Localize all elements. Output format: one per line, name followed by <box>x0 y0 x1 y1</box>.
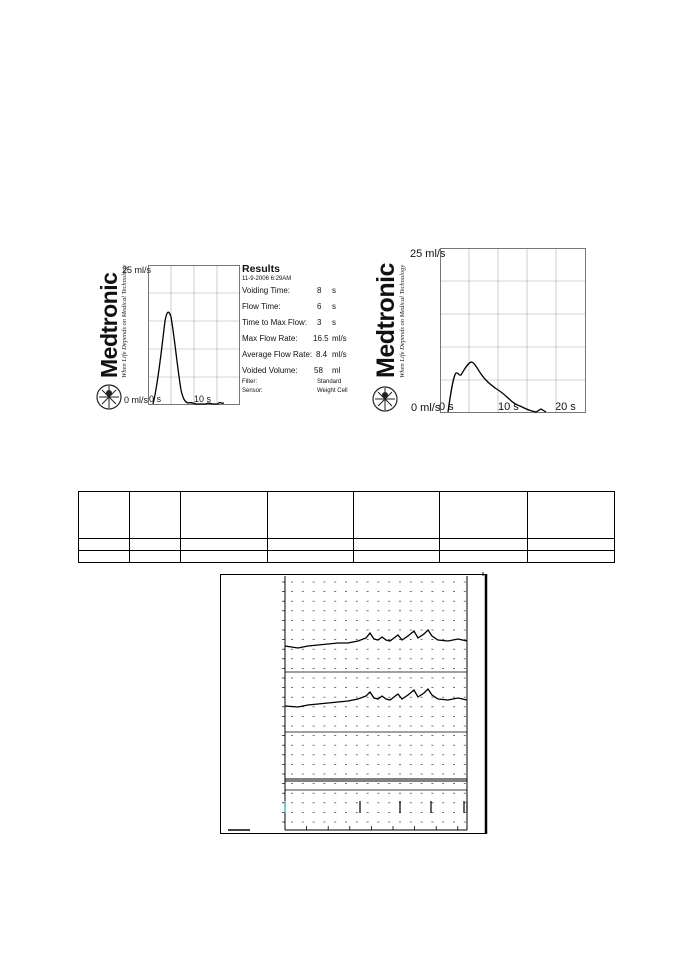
table-header-cell <box>79 492 130 539</box>
medtronic-logo-left <box>96 265 128 378</box>
sensor-label: Sensor: <box>242 388 263 394</box>
table-cell <box>79 551 130 563</box>
y-max-label: 25 ml/s <box>122 265 152 275</box>
brand-tagline: When Life Depends on Medical Technology <box>399 264 406 378</box>
results-datetime: 11-9-2006 6:29AM <box>242 275 292 282</box>
table-cell <box>79 539 130 551</box>
x-label-0: 0 s <box>149 394 162 404</box>
result-value: 3 <box>317 318 322 327</box>
table-cell <box>353 551 439 563</box>
brand-name: Medtronic <box>96 272 122 378</box>
table-cell <box>267 539 353 551</box>
table-cell <box>267 551 353 563</box>
table-row <box>79 551 615 563</box>
result-label: Voiding Time: <box>242 286 291 295</box>
result-label: Average Flow Rate: <box>242 350 313 359</box>
x-label-0: 0 s <box>439 401 454 413</box>
x-label-20: 20 s <box>555 401 576 413</box>
event-markers <box>360 801 467 813</box>
result-unit: ml <box>332 366 341 375</box>
result-label: Voided Volume: <box>242 366 298 375</box>
table-cell <box>440 551 527 563</box>
result-label: Time to Max Flow: <box>242 318 308 327</box>
result-unit: ml/s <box>332 350 347 359</box>
result-unit: s <box>332 302 336 311</box>
y-min-label: 0 ml/s <box>411 402 441 414</box>
table-cell <box>440 539 527 551</box>
y-min-label: 0 ml/s <box>124 395 149 405</box>
result-unit: s <box>332 318 336 327</box>
result-label: Flow Time: <box>242 302 281 311</box>
table-header-row <box>79 492 615 539</box>
table-cell <box>353 539 439 551</box>
trace-channel-1 <box>285 630 467 648</box>
table-header-cell <box>527 492 614 539</box>
x-label-10: 10 s <box>194 394 212 404</box>
result-unit: s <box>332 286 336 295</box>
flow-curve <box>153 312 224 404</box>
result-unit: ml/s <box>332 334 347 343</box>
results-title: Results <box>242 263 280 275</box>
table-cell <box>181 539 267 551</box>
results-panel <box>242 264 291 286</box>
flow-curve <box>448 362 546 412</box>
flow-curve-chart-right <box>440 248 586 413</box>
medtronic-logo-right <box>372 263 406 378</box>
result-value: 8.4 <box>316 350 328 359</box>
sensor-value: Weight Cell <box>317 388 348 394</box>
table-row <box>79 539 615 551</box>
x-label-10: 10 s <box>498 401 519 413</box>
result-value: 6 <box>317 302 322 311</box>
filter-value: Standard <box>317 379 342 385</box>
trace-channel-2 <box>285 689 467 707</box>
filter-label: Filter: <box>242 379 257 385</box>
result-value: 58 <box>314 366 323 375</box>
table-header-cell <box>267 492 353 539</box>
table-header-cell <box>440 492 527 539</box>
table-cell <box>129 551 181 563</box>
table-header-cell <box>181 492 267 539</box>
y-max-label: 25 ml/s <box>410 248 446 260</box>
brand-name: Medtronic <box>372 263 400 378</box>
medtronic-emblem-icon <box>94 382 124 412</box>
multichannel-trace-figure <box>218 572 490 838</box>
table-cell <box>527 539 614 551</box>
medtronic-emblem-icon <box>370 383 400 415</box>
result-label: Max Flow Rate: <box>242 334 298 343</box>
empty-data-table <box>78 491 615 563</box>
result-value: 8 <box>317 286 322 295</box>
table-cell <box>527 551 614 563</box>
dotted-grid <box>282 582 466 830</box>
table-header-cell <box>353 492 439 539</box>
trace-channel-3 <box>285 779 467 781</box>
result-value: 16.5 <box>313 334 329 343</box>
table-header-cell <box>129 492 181 539</box>
flow-curve-chart-left <box>148 265 240 405</box>
brand-tagline: When Life Depends on Medical Technology <box>121 264 128 378</box>
table-cell <box>129 539 181 551</box>
table-cell <box>181 551 267 563</box>
